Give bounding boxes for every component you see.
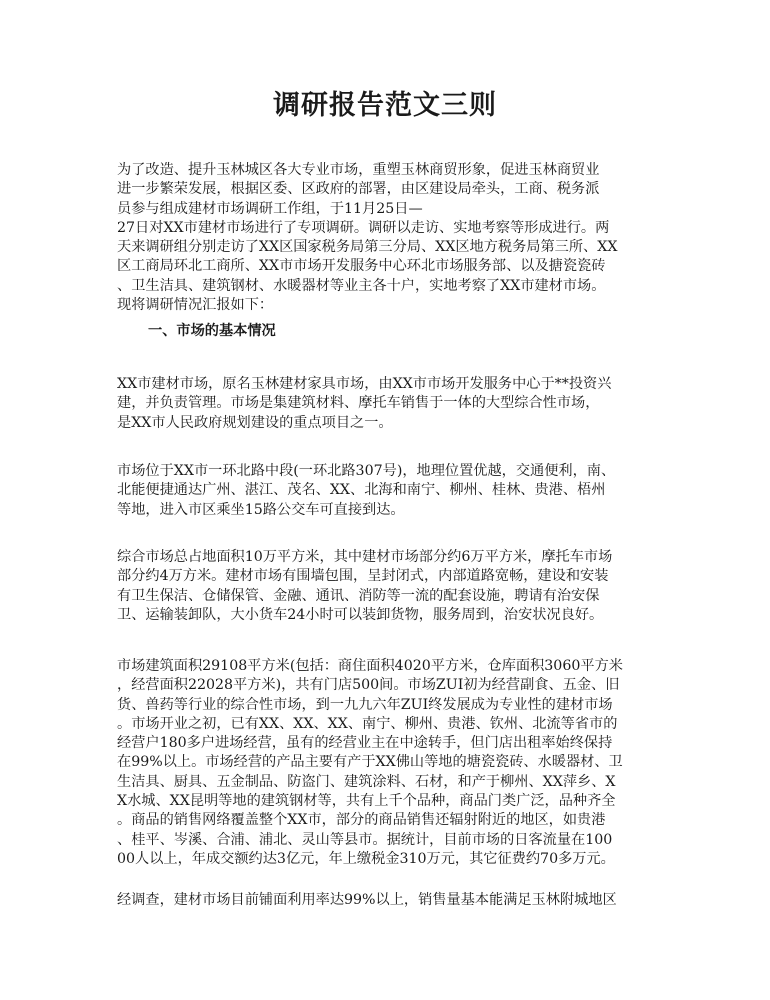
body-paragraph: [117, 657, 657, 869]
body-paragraph: [117, 891, 657, 910]
text-line: 北能便捷通达广州、湛江、茂名、XX、北海和南宁、柳州、桂林、贵港、梧州: [117, 482, 606, 499]
text-line: 00人以上，年成交额约达3亿元，年上缴税金310万元，其它征费约70多万元。: [117, 850, 615, 867]
text-line: 综合市场总占地面积10万平方米，其中建材市场部分约6万平方米，摩托车市场: [117, 549, 613, 565]
body-paragraph: [117, 548, 657, 625]
text-line: 部分约4万方米。建材市场有围墙包围，呈封闭式，内部道路宽畅，建设和安装: [117, 568, 609, 585]
text-line: 、卫生洁具、建筑钢材、水暖器材等业主各十户，实地考察了XX市建材市场。: [117, 277, 606, 294]
text-line: 市场位于XX市一环北路中段(一环北路307号)，地理位置优越，交通便利，南、: [117, 463, 616, 479]
body-paragraph: [117, 462, 657, 520]
text-line: 、桂平、岑溪、合浦、浦北、灵山等县市。据统计，目前市场的日客流量在100: [117, 831, 613, 848]
text-line: 进一步繁荣发展，根据区委、区政府的部署，由区建设局牵头，工商、税务派: [117, 181, 600, 198]
text-line: 卫、运输装卸队，大小货车24小时可以装卸货物，服务周到，治安状况良好。: [117, 606, 604, 623]
intro-paragraph: [117, 161, 657, 315]
text-line: 经调查，建材市场目前铺面利用率达99%以上，销售量基本能满足玉林附城地区: [117, 892, 617, 908]
text-line: 现将调研情况汇报如下：: [117, 297, 274, 314]
text-line: 是XX市人民政府规划建设的重点项目之一。: [117, 414, 393, 431]
text-line: 天来调研组分别走访了XX区国家税务局第三分局、XX区地方税务局第三所、XX: [117, 239, 618, 256]
text-line: XX市建材市场，原名玉林建材家具市场，由XX市市场开发服务中心于**投资兴: [117, 376, 612, 392]
text-line: ，经营面积22028平方米)，共有门店500间。市场ZUI初为经营副食、五金、旧: [117, 677, 620, 694]
text-line: 市场建筑面积29108平方米(包括：商住面积4020平方米，仓库面积3060平方米: [117, 658, 623, 674]
text-line: 生洁具、厨具、五金制品、防盗门、建筑涂料、石材，和产于柳州、XX萍乡、X: [117, 773, 616, 790]
text-line: 经营户180多户进场经营，虽有的经营业主在中途转手，但门店出租率始终保持: [117, 735, 613, 752]
text-line: 建，并负责管理。市场是集建筑材料、摩托车销售于一体的大型综合性市场，: [117, 395, 600, 412]
text-line: 。市场开业之初，已有XX、XX、XX、南宁、柳州、贵港、钦州、北流等省市的: [117, 715, 618, 732]
body-paragraph: [117, 375, 657, 433]
section-heading: 一、市场的基本情况: [148, 323, 276, 339]
document-title: 调研报告范文三则: [273, 90, 497, 121]
text-line: 区工商局环北工商所、XX市市场开发服务中心环北市场服务部、以及搪瓷瓷砖: [117, 258, 606, 275]
text-line: X水城、XX昆明等地的建筑钢材等，共有上千个品种，商品门类广泛，品种齐全: [117, 793, 616, 810]
text-line: 等地，进入市区乘坐15路公交车可直接到达。: [117, 501, 405, 518]
text-line: 在99%以上。市场经营的产品主要有产于XX佛山等地的塘瓷瓷砖、水暖器材、卫: [117, 754, 623, 771]
text-line: 有卫生保洁、仓储保管、金融、通讯、消防等一流的配套设施，聘请有治安保: [117, 587, 600, 604]
text-line: 为了改造、提升玉林城区各大专业市场，重塑玉林商贸形象，促进玉林商贸业: [117, 162, 600, 178]
text-line: 货、兽药等行业的综合性市场，到一九九六年ZUI终发展成为专业性的建材市场: [117, 696, 613, 713]
text-line: 员参与组成建材市场调研工作组，于11月25日—: [117, 200, 423, 217]
text-line: 。商品的销售网络覆盖整个XX市，部分的商品销售还辐射附近的地区，如贵港: [117, 812, 606, 829]
text-line: 27日对XX市建材市场进行了专项调研。调研以走访、实地考察等形成进行。两: [117, 219, 610, 236]
